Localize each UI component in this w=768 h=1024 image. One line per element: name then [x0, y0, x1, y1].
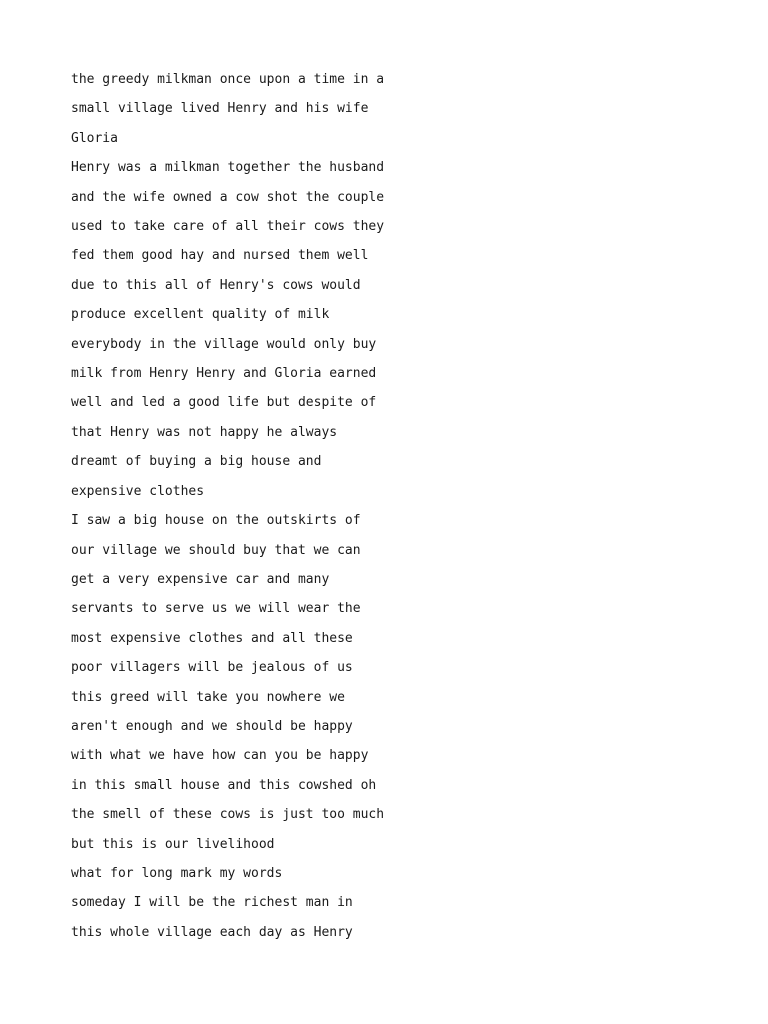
- text-line: this greed will take you nowhere we: [71, 689, 345, 705]
- text-line: Henry was a milkman together the husband: [71, 160, 385, 176]
- text-line: due to this all of Henry's cows would: [71, 277, 361, 293]
- text-line: Gloria: [71, 130, 118, 146]
- text-line: that Henry was not happy he always: [71, 424, 338, 440]
- text-line: the smell of these cows is just too much: [71, 807, 385, 823]
- text-line: poor villagers will be jealous of us: [71, 660, 353, 676]
- text-line: everybody in the village would only buy: [71, 336, 377, 352]
- text-line: well and led a good life but despite of: [71, 395, 377, 411]
- text-line: dreamt of buying a big house and: [71, 454, 322, 470]
- text-line: get a very expensive car and many: [71, 571, 330, 587]
- transcript-text: [71, 65, 711, 947]
- text-line: used to take care of all their cows they: [71, 219, 385, 235]
- text-line: expensive clothes: [71, 483, 205, 499]
- text-line: servants to serve us we will wear the: [71, 601, 361, 617]
- text-line: I saw a big house on the outskirts of: [71, 513, 361, 529]
- text-line: aren't enough and we should be happy: [71, 718, 353, 734]
- text-line: produce excellent quality of milk: [71, 307, 330, 323]
- text-line: the greedy milkman once upon a time in a: [71, 72, 385, 87]
- text-line: and the wife owned a cow shot the couple: [71, 189, 385, 205]
- text-line: our village we should buy that we can: [71, 542, 361, 558]
- text-line: but this is our livelihood: [71, 836, 275, 852]
- text-line: small village lived Henry and his wife: [71, 101, 369, 117]
- text-line: in this small house and this cowshed oh: [71, 777, 377, 793]
- text-line: fed them good hay and nursed them well: [71, 248, 369, 264]
- text-line: someday I will be the richest man in: [71, 895, 353, 911]
- text-line: this whole village each day as Henry: [71, 924, 353, 940]
- text-line: what for long mark my words: [71, 865, 283, 881]
- text-line: with what we have how can you be happy: [71, 748, 369, 764]
- text-line: milk from Henry Henry and Gloria earned: [71, 366, 377, 382]
- text-line: most expensive clothes and all these: [71, 630, 353, 646]
